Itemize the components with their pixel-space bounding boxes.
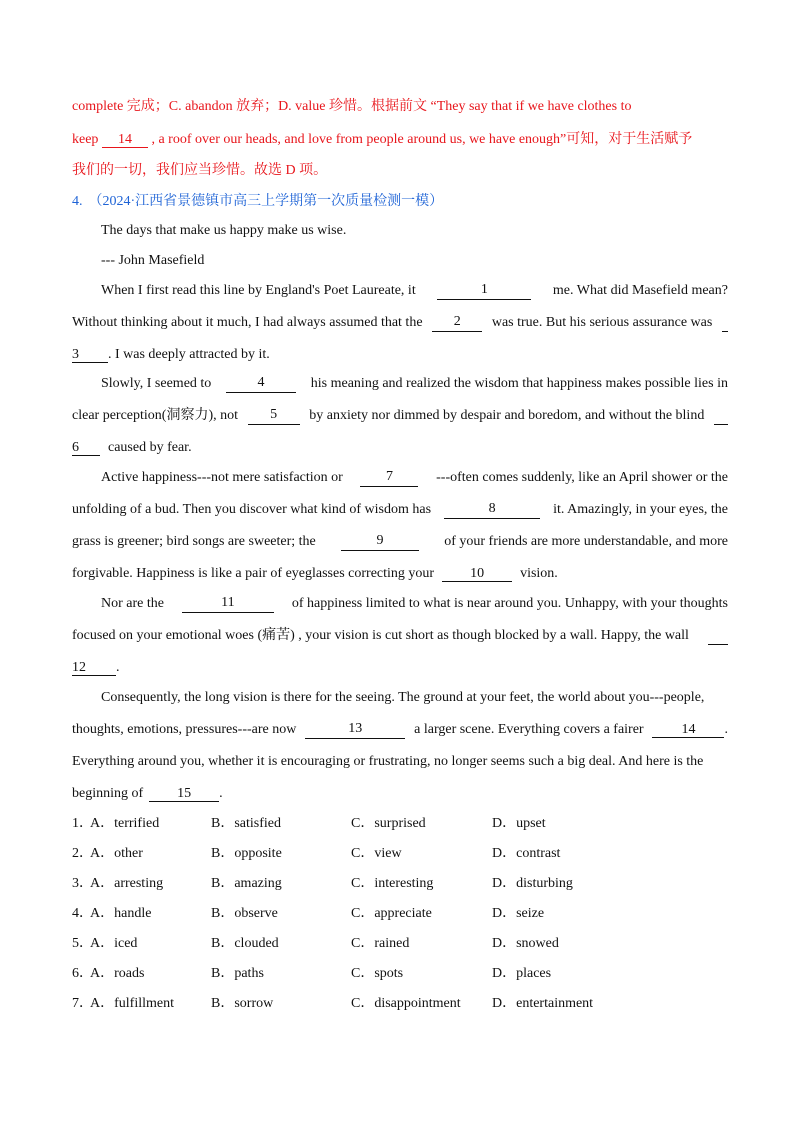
option-number: 4． — [72, 906, 93, 921]
blank-9: 9 — [341, 533, 419, 551]
explanation-line-1: complete 完成；C. abandon 放弃；D. value 珍惜。根据前文 “They say that if we have clothes to — [72, 99, 632, 114]
option-choice[interactable]: D．snowed — [492, 936, 559, 951]
option-choice[interactable]: B．paths — [211, 966, 264, 981]
blank-1: 1 — [437, 282, 531, 300]
passage-line: Active happiness---not mere satisfaction or 7 ---often comes suddenly, like an April shower or the — [101, 469, 728, 485]
option-choice[interactable]: C．disappointment — [351, 996, 461, 1011]
option-choice[interactable]: A．terrified — [90, 816, 160, 831]
option-choice[interactable]: D．places — [492, 966, 552, 981]
option-choice[interactable]: D．disturbing — [492, 876, 573, 891]
passage-line: Nor are the 11 of happiness limited to what is near around you. Unhappy, with your thoughts — [101, 595, 728, 611]
option-choice[interactable]: B．sorrow — [211, 996, 274, 1011]
option-choice[interactable]: D．seize — [492, 906, 545, 921]
option-choice[interactable]: A．handle — [90, 906, 152, 921]
epigraph-author: --- John Masefield — [101, 253, 205, 268]
option-choice[interactable]: A．other — [90, 846, 143, 861]
option-choice[interactable]: A．iced — [90, 936, 138, 951]
blank-12: 12 — [72, 660, 116, 676]
option-choice[interactable]: C．spots — [351, 966, 404, 981]
blank-10: 10 — [442, 566, 512, 582]
passage-line: Slowly, I seemed to 4 his meaning and realized the wisdom that happiness makes possible lies in — [101, 375, 728, 391]
option-number: 1． — [72, 816, 93, 831]
blank-11: 11 — [182, 595, 274, 613]
option-choice[interactable]: A．roads — [90, 966, 145, 981]
passage-line: 12 . — [72, 660, 120, 675]
option-number: 6． — [72, 966, 93, 981]
option-choice[interactable]: B．satisfied — [211, 816, 281, 831]
option-choice[interactable]: D．entertainment — [492, 996, 594, 1011]
passage-line: forgivable. Happiness is like a pair of eyeglasses correcting your 10 vision. — [72, 566, 558, 581]
option-number: 7． — [72, 996, 93, 1011]
passage-line: grass is greener; bird songs are sweeter; the 9 of your friends are more understandable, and more — [72, 533, 728, 549]
passage-line: focused on your emotional woes (痛苦) , your vision is cut short as though blocked by a wall. Happy, the wall — [72, 627, 728, 645]
passage-line: thoughts, emotions, pressures---are now 13 a larger scene. Everything covers a fairer 14 . — [72, 721, 728, 737]
answer-blank: 14 — [102, 132, 148, 148]
option-choice[interactable]: C．view — [351, 846, 402, 861]
question-number: 4. — [72, 194, 83, 209]
passage-line: When I first read this line by England's Poet Laureate, it 1 me. What did Masefield mean? — [101, 282, 728, 298]
option-choice[interactable]: C．surprised — [351, 816, 426, 831]
option-choice[interactable]: A．arresting — [90, 876, 164, 891]
passage-line: 6 caused by fear. — [72, 440, 192, 455]
passage-line: beginning of 15 . — [72, 786, 223, 801]
explanation-line-2: keep 14 , a roof over our heads, and love from people around us, we have enough”可知，对于生活赋予 — [72, 132, 693, 147]
epigraph: The days that make us happy make us wise. — [101, 223, 347, 238]
blank-13: 13 — [305, 721, 405, 739]
option-number: 3． — [72, 876, 93, 891]
passage-line: 3 . I was deeply attracted by it. — [72, 347, 270, 362]
blank-7: 7 — [360, 469, 418, 487]
passage-line: clear perception(洞察力), not 5 by anxiety nor dimmed by despair and boredom, and without the blind — [72, 407, 728, 425]
option-choice[interactable]: C．interesting — [351, 876, 434, 891]
blank-5: 5 — [248, 407, 300, 425]
blank-14: 14 — [652, 722, 724, 738]
passage-line: unfolding of a bud. Then you discover what kind of wisdom has 8 it. Amazingly, in your eyes, the — [72, 501, 728, 517]
blank-3: 3 — [72, 347, 108, 363]
option-choice[interactable]: A．fulfillment — [90, 996, 174, 1011]
option-choice[interactable]: C．rained — [351, 936, 410, 951]
option-choice[interactable]: B．clouded — [211, 936, 279, 951]
option-choice[interactable]: C．appreciate — [351, 906, 432, 921]
blank-4: 4 — [226, 375, 296, 393]
question-source: （2024·江西省景德镇市高三上学期第一次质量检测一模） — [88, 194, 444, 209]
option-number: 5． — [72, 936, 93, 951]
blank-15: 15 — [149, 786, 219, 802]
passage-line: Consequently, the long vision is there for the seeing. The ground at your feet, the world about you---people, — [101, 690, 705, 705]
option-choice[interactable]: B．opposite — [211, 846, 282, 861]
blank-6: 6 — [72, 440, 100, 456]
blank-8: 8 — [444, 501, 540, 519]
passage-line: Everything around you, whether it is encouraging or frustrating, no longer seems such a big deal. And here is the — [72, 754, 704, 769]
option-choice[interactable]: B．amazing — [211, 876, 282, 891]
blank-2: 2 — [432, 314, 482, 332]
question-header — [72, 193, 728, 211]
option-number: 2． — [72, 846, 93, 861]
option-choice[interactable]: D．contrast — [492, 846, 561, 861]
option-choice[interactable]: D．upset — [492, 816, 546, 831]
passage-line: Without thinking about it much, I had always assumed that the 2 was true. But his serious assurance was — [72, 314, 728, 332]
explanation-line-3: 我们的一切，我们应当珍惜。故选 D 项。 — [72, 163, 328, 178]
option-choice[interactable]: B．observe — [211, 906, 278, 921]
